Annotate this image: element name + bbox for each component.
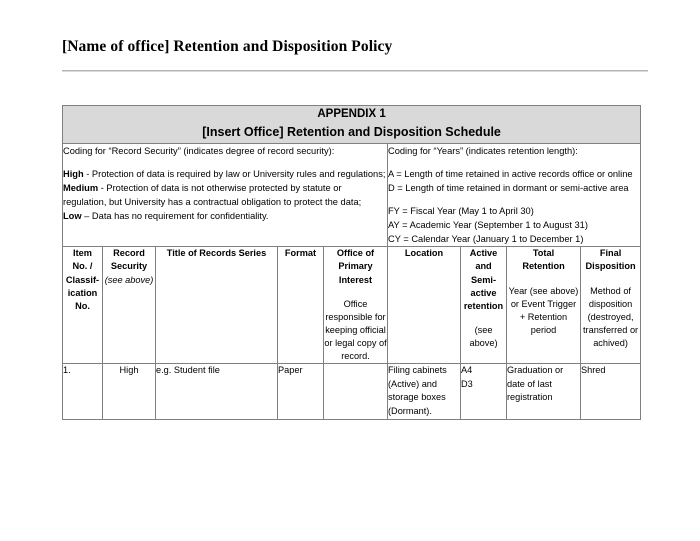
years-line-ay: AY = Academic Year (September 1 to August 31) xyxy=(388,220,588,231)
record-security-item-medium xyxy=(63,181,387,209)
record-security-item-high xyxy=(63,167,387,181)
term-medium: Medium xyxy=(63,182,99,193)
column-header-total-retention xyxy=(507,247,581,364)
legend-spacer xyxy=(63,158,387,167)
years-heading: Coding for “Years” (indicates retention length): xyxy=(388,145,578,156)
term-medium-text: - Protection of data is not otherwise protected by statute or regulation, but University has a contractual obligation to protect the data; xyxy=(63,182,362,207)
cell-record-security: High xyxy=(103,363,156,419)
years-line-cy: CY = Calendar Year (January 1 to December 1) xyxy=(388,234,584,245)
header-gap-asr xyxy=(461,313,506,324)
years-line-a: A = Length of time retained in active records office or online xyxy=(388,168,633,179)
column-header-format xyxy=(278,247,324,364)
column-header-final-disposition xyxy=(581,247,641,364)
cell-location: Filing cabinets (Active) and storage boxes (Dormant). xyxy=(388,363,461,419)
column-header-location xyxy=(388,247,461,364)
column-header-final-disposition-note: Method of disposition (destroyed, transferred or achived) xyxy=(582,285,639,348)
schedule-subtitle: [Insert Office] Retention and Disposition Schedule xyxy=(202,125,501,140)
column-header-record-security-note: (see above) xyxy=(104,274,154,285)
column-header-title-of-records-series xyxy=(156,247,278,364)
record-security-item-low xyxy=(63,209,387,223)
header-gap-tr xyxy=(507,274,580,285)
term-low: Low xyxy=(63,211,82,222)
column-header-item-no-label: Item No. / Classif- ication No. xyxy=(65,248,100,311)
cell-format: Paper xyxy=(278,363,324,419)
cell-active-semi-active-retention: A4 D3 xyxy=(461,363,507,419)
column-header-record-security-label: Record Security xyxy=(110,248,148,272)
cell-item-no: 1. xyxy=(63,363,103,419)
cell-title-of-records-series: e.g. Student file xyxy=(156,363,278,419)
table-banner-row xyxy=(63,106,641,144)
years-spacer-2 xyxy=(388,195,640,204)
column-header-office-of-primary-interest-label: Office of Primary Interest xyxy=(336,248,375,285)
column-header-final-disposition-label: Final Disposition xyxy=(585,248,636,272)
cell-office-of-primary-interest xyxy=(324,363,388,419)
column-header-total-retention-note: Year (see above) or Event Trigger + Retention period xyxy=(508,285,579,335)
column-header-record-security xyxy=(103,247,156,364)
years-line-fy: FY = Fiscal Year (May 1 to April 30) xyxy=(388,206,534,216)
column-header-active-semi-active-retention-label: Active and Semi- active retention xyxy=(463,248,504,311)
column-header-active-semi-active-retention-note: (see above) xyxy=(469,324,498,348)
table-row xyxy=(63,363,641,419)
term-low-text: – Data has no requirement for confidentiality. xyxy=(81,211,269,222)
header-gap-opi xyxy=(324,287,387,298)
column-header-office-of-primary-interest xyxy=(324,247,388,364)
header-divider xyxy=(62,70,648,72)
column-header-office-of-primary-interest-note: Office responsible for keeping official or legal copy of record. xyxy=(324,298,387,361)
record-security-heading: Coding for “Record Security” (indicates degree of record security): xyxy=(63,145,335,156)
column-header-total-retention-label: Total Retention xyxy=(522,248,565,272)
table-header-row xyxy=(63,247,641,364)
appendix-banner xyxy=(63,106,641,144)
column-header-title-of-records-series-label: Title of Records Series xyxy=(166,248,267,259)
years-spacer-1 xyxy=(388,158,640,167)
cell-total-retention: Graduation or date of last registration xyxy=(507,363,581,419)
years-coding-cell xyxy=(388,143,641,247)
coding-legend-row xyxy=(63,143,641,247)
cell-final-disposition: Shred xyxy=(581,363,641,419)
term-high-text: - Protection of data is required by law or University rules and regulations; xyxy=(83,168,386,179)
column-header-format-label: Format xyxy=(284,248,317,259)
record-security-coding-cell xyxy=(63,143,388,247)
column-header-location-label: Location xyxy=(404,248,444,259)
column-header-active-semi-active-retention xyxy=(461,247,507,364)
page-title: [Name of office] Retention and Disposition Policy xyxy=(62,38,393,55)
years-line-d: D = Length of time retained in dormant or semi-active area xyxy=(388,182,629,193)
term-high: High xyxy=(63,168,84,179)
appendix-label: APPENDIX 1 xyxy=(317,108,386,120)
column-header-item-no xyxy=(63,247,103,364)
retention-disposition-schedule-table xyxy=(62,105,641,420)
header-gap-fd xyxy=(581,274,640,285)
